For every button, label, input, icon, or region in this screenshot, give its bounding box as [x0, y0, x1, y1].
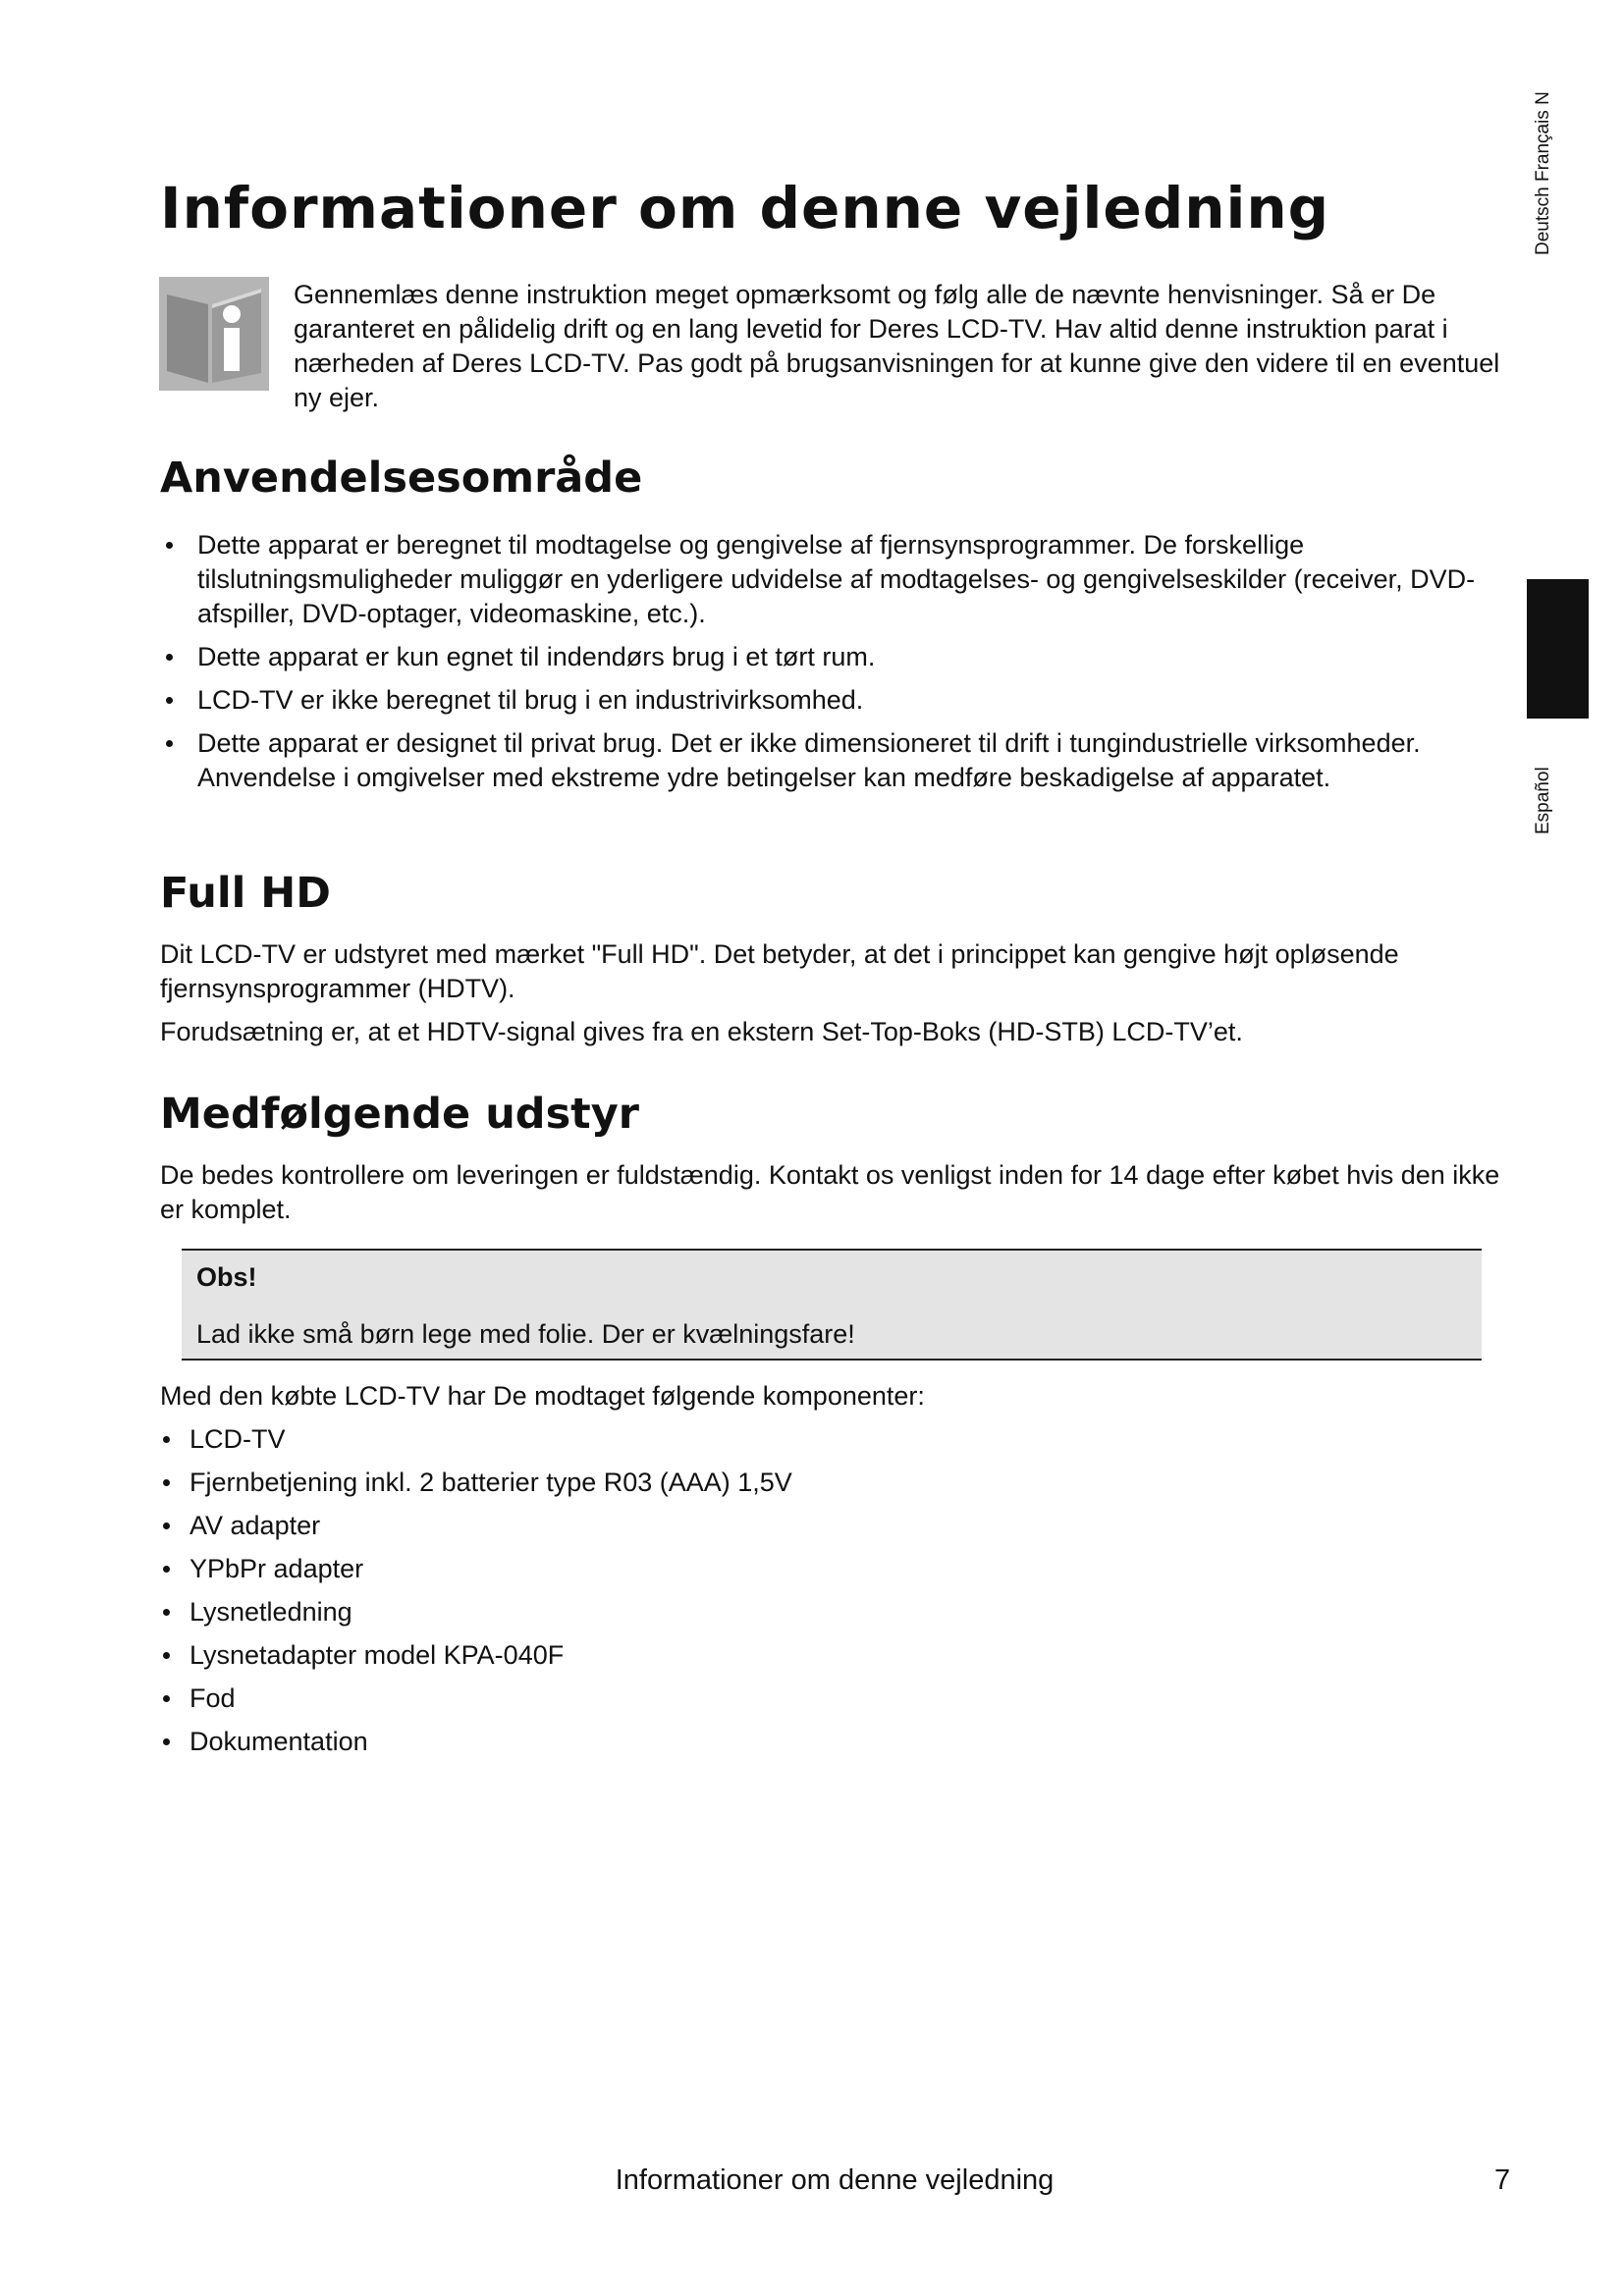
- list-item: Fod: [160, 1682, 1338, 1716]
- side-tab-marker: [1527, 579, 1589, 719]
- list-item: YPbPr adapter: [160, 1552, 1338, 1586]
- page-title: Informationer om denne vejledning: [160, 175, 1330, 241]
- list-item: Dokumentation: [160, 1725, 1338, 1759]
- footer-title: Informationer om denne vejledning: [615, 2164, 1055, 2196]
- side-language-label-bottom: Español: [1533, 767, 1553, 834]
- list-item: Lysnetadapter model KPA-040F: [160, 1638, 1338, 1673]
- info-book-icon: [159, 277, 269, 391]
- components-list: [160, 1422, 1338, 1768]
- list-item: AV adapter: [160, 1509, 1338, 1543]
- warning-note-box: [182, 1249, 1482, 1361]
- use-list: [160, 528, 1525, 804]
- note-text: Lad ikke små børn lege med folie. Der er kvælningsfare!: [196, 1319, 855, 1349]
- list-item: Dette apparat er beregnet til modtagelse og gengivelse af fjernsynsprogrammer. De forskellige tilslutningsmuligheder muliggør en yderligere udvidelse af modtagelses- og gengivelseskilder (receiver, DVD-afspiller, DVD-optager, videomaskine, etc.).: [160, 528, 1525, 631]
- list-item: Dette apparat er kun egnet til indendørs brug i et tørt rum.: [160, 640, 1525, 674]
- intro-paragraph: Gennemlæs denne instruktion meget opmærksomt og følg alle de nævnte henvisninger. Så er De garanteret en pålidelig drift og en lang levetid for Deres LCD-TV. Hav altid denne instruktion parat i nærheden af Deres LCD-TV. Pas godt på brugsanvisningen for at kunne give den videre til en eventuel ny ejer.: [294, 280, 1500, 412]
- section-heading-use: Anvendelsesområde: [160, 454, 643, 503]
- list-item: Fjernbetjening inkl. 2 batterier type R03 (AAA) 1,5V: [160, 1466, 1338, 1500]
- equipment-paragraph-2: Med den købte LCD-TV har De modtaget følgende komponenter:: [160, 1381, 925, 1411]
- list-item: Dette apparat er designet til privat brug. Det er ikke dimensioneret til drift i tungindustrielle virksomheder. Anvendelse i omgivelser med ekstreme ydre betingelser kan medføre beskadigelse af apparatet.: [160, 726, 1525, 795]
- fullhd-paragraph-2: Forudsætning er, at et HDTV-signal gives fra en ekstern Set-Top-Boks (HD-STB) LCD-TV’et.: [160, 1017, 1243, 1046]
- section-heading-fullhd: Full HD: [160, 869, 331, 918]
- list-item: Lysnetledning: [160, 1595, 1338, 1629]
- fullhd-paragraph-1: Dit LCD-TV er udstyret med mærket "Full HD". Det betyder, at det i princippet kan gengive højt opløsende fjernsynsprogrammer (HDTV).: [160, 939, 1399, 1003]
- list-item: LCD-TV: [160, 1422, 1338, 1457]
- side-language-label-top: Deutsch Français N: [1533, 91, 1553, 255]
- section-heading-equipment: Medfølgende udstyr: [160, 1090, 639, 1139]
- list-item: LCD-TV er ikke beregnet til brug i en industrivirksomhed.: [160, 683, 1525, 718]
- note-title: Obs!: [196, 1262, 257, 1292]
- page-number: 7: [1494, 2164, 1511, 2196]
- equipment-paragraph-1: De bedes kontrollere om leveringen er fuldstændig. Kontakt os venligst inden for 14 dage efter købet hvis den ikke er komplet.: [160, 1160, 1500, 1224]
